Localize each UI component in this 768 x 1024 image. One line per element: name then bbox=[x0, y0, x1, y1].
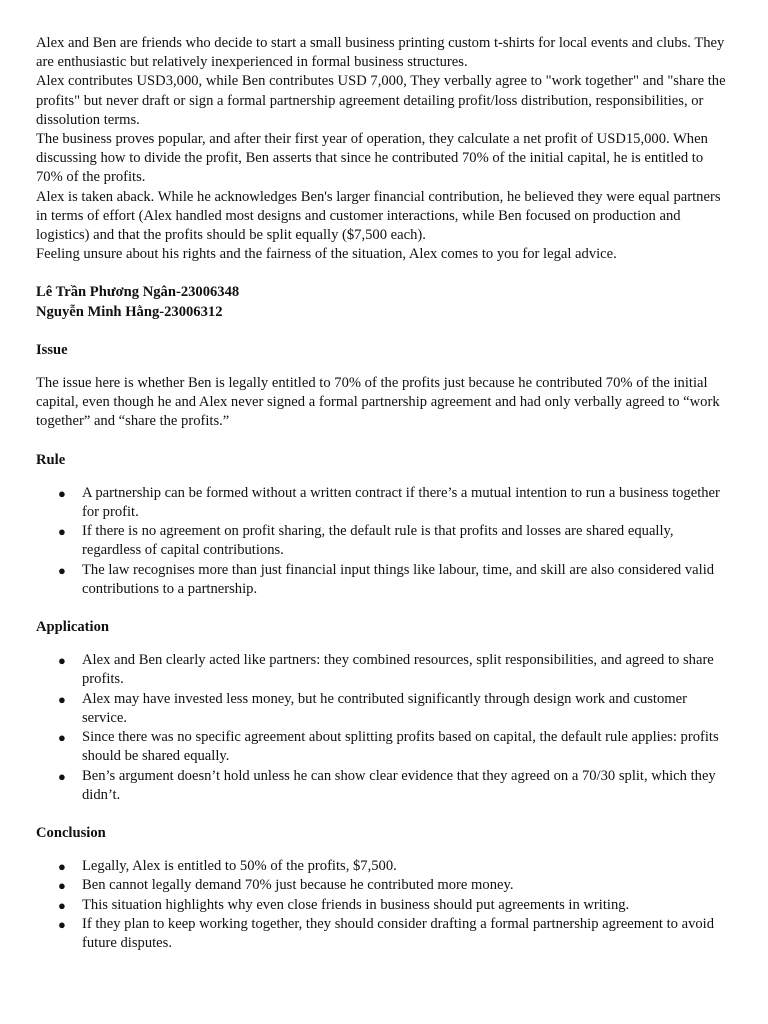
scenario-paragraph: Alex is taken aback. While he acknowledges Ben's larger financial contribution, he believed they were equal partners in terms of effort (Alex handled most designs and customer interactions, while Ben focused on production and logistics) and that the profits should be split equally ($7,500 each). bbox=[36, 188, 721, 244]
bullet-icon: ● bbox=[58, 562, 66, 578]
bullet-icon: ● bbox=[58, 653, 66, 669]
rule-heading: Rule bbox=[36, 451, 66, 468]
list-item bbox=[36, 522, 732, 560]
list-item-text: Alex may have invested less money, but he contributed significantly through design work and customer service. bbox=[82, 690, 687, 726]
application-list bbox=[36, 651, 732, 805]
scenario-paragraph: Feeling unsure about his rights and the fairness of the situation, Alex comes to you for legal advice. bbox=[36, 246, 617, 263]
bullet-icon: ● bbox=[58, 878, 66, 894]
list-item bbox=[36, 728, 732, 766]
list-item bbox=[36, 896, 732, 915]
list-item bbox=[36, 690, 732, 728]
bullet-icon: ● bbox=[58, 691, 66, 707]
scenario-paragraph: Alex and Ben are friends who decide to start a small business printing custom t-shirts for local events and clubs. They are enthusiastic but relatively inexperienced in formal business structures. bbox=[36, 35, 725, 71]
scenario-text bbox=[36, 34, 732, 264]
list-item-text: Ben’s argument doesn’t hold unless he can show clear evidence that they agreed on a 70/30 split, which they didn’t. bbox=[82, 767, 716, 803]
bullet-icon: ● bbox=[58, 485, 66, 501]
list-item-text: Legally, Alex is entitled to 50% of the profits, $7,500. bbox=[82, 858, 397, 875]
list-item bbox=[36, 857, 732, 876]
list-item bbox=[36, 484, 732, 522]
list-item-text: Alex and Ben clearly acted like partners: they combined resources, split responsibilities, and agreed to share profits. bbox=[82, 652, 714, 688]
list-item-text: Ben cannot legally demand 70% just because he contributed more money. bbox=[82, 877, 514, 894]
list-item bbox=[36, 767, 732, 805]
list-item bbox=[36, 651, 732, 689]
rule-list bbox=[36, 484, 732, 599]
author-name: Lê Trần Phương Ngân-23006348 bbox=[36, 284, 240, 301]
conclusion-heading: Conclusion bbox=[36, 824, 106, 841]
author-name: Nguyễn Minh Hằng-23006312 bbox=[36, 303, 223, 320]
list-item-text: Since there was no specific agreement about splitting profits based on capital, the default rule applies: profits should be shared equally. bbox=[82, 729, 719, 765]
list-item-text: The law recognises more than just financial input things like labour, time, and skill are also considered valid contributions to a partnership. bbox=[82, 561, 715, 597]
application-heading: Application bbox=[36, 619, 109, 636]
bullet-icon: ● bbox=[58, 916, 66, 932]
bullet-icon: ● bbox=[58, 768, 66, 784]
list-item-text: If there is no agreement on profit sharing, the default rule is that profits and losses are shared equally, regardless of capital contributions. bbox=[82, 523, 674, 559]
issue-text: The issue here is whether Ben is legally entitled to 70% of the profits just because he contributed 70% of the initial capital, even though he and Alex never signed a formal partnership agreement and had only verbally agreed to “work together” and “share the profits.” bbox=[36, 375, 720, 430]
conclusion-list bbox=[36, 857, 732, 953]
bullet-icon: ● bbox=[58, 524, 66, 540]
bullet-icon: ● bbox=[58, 730, 66, 746]
scenario-paragraph: Alex contributes USD3,000, while Ben contributes USD 7,000, They verbally agree to "work together" and "share the profits" but never draft or sign a formal partnership agreement detailing profit/loss distribution, responsibilities, or dissolution terms. bbox=[36, 73, 726, 128]
list-item bbox=[36, 561, 732, 599]
list-item-text: A partnership can be formed without a written contract if there’s a mutual intention to run a business together for profit. bbox=[82, 484, 720, 521]
list-item-text: This situation highlights why even close friends in business should put agreements in writing. bbox=[82, 896, 630, 913]
scenario-paragraph: The business proves popular, and after their first year of operation, they calculate a net profit of USD15,000. When discussing how to divide the profit, Ben asserts that since he contributed 70% of the initial capital, he is entitled to 70% of the profits. bbox=[36, 131, 708, 186]
bullet-icon: ● bbox=[58, 859, 66, 875]
list-item-text: If they plan to keep working together, they should consider drafting a formal partnership agreement to avoid future disputes. bbox=[82, 915, 715, 951]
bullet-icon: ● bbox=[58, 897, 66, 913]
list-item bbox=[36, 915, 732, 953]
author-list bbox=[36, 283, 732, 321]
issue-heading: Issue bbox=[36, 341, 68, 358]
list-item bbox=[36, 876, 732, 895]
